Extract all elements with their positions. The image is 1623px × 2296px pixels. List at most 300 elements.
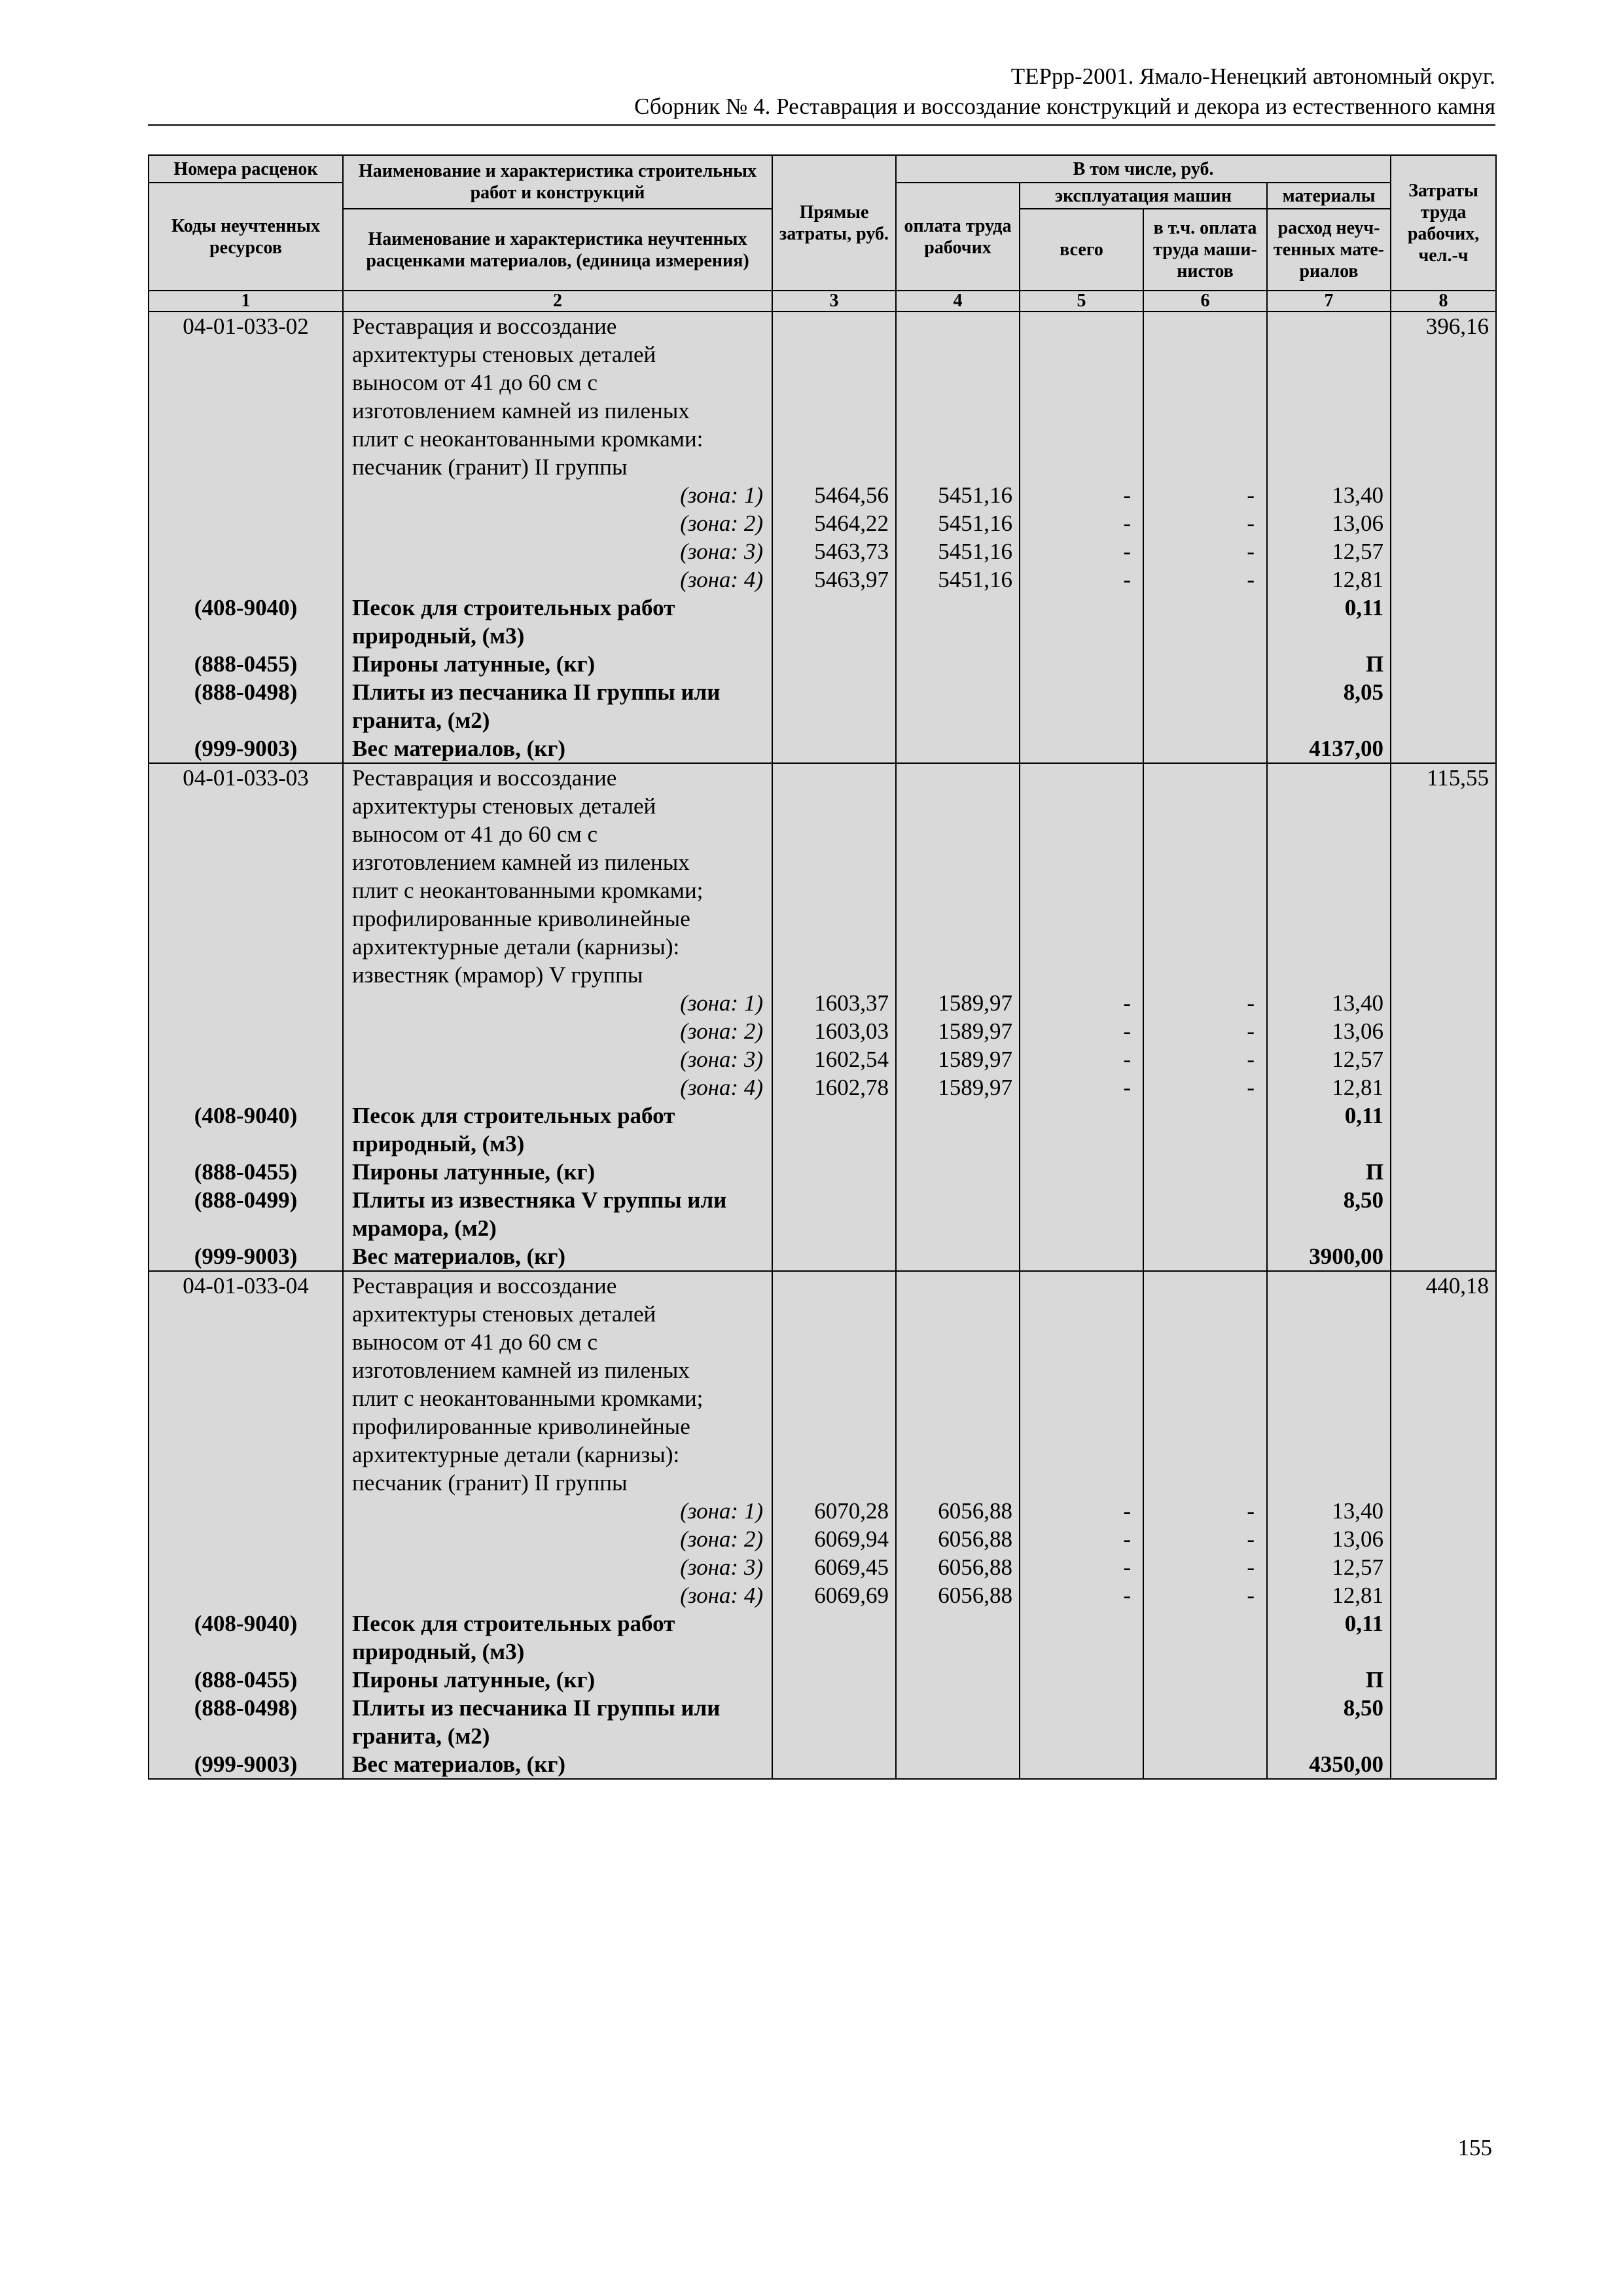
zone-machines-value: - (1123, 1018, 1131, 1044)
resource-code: (888-0455) (194, 1159, 298, 1185)
work-description-line: изготовлением камней из пиленых (352, 850, 690, 875)
blank-line (1020, 1242, 1143, 1270)
work-description-line: плит с неокантованными кромками: (352, 426, 704, 452)
blank-line (1391, 1609, 1495, 1638)
blank-line (1144, 368, 1266, 397)
blank-line (897, 1300, 1019, 1328)
blank-line (149, 792, 342, 820)
blank-line (1144, 312, 1266, 340)
column-number: 3 (772, 291, 896, 312)
blank-line (897, 622, 1019, 650)
work-description-line: архитектурные детали (карнизы): (352, 1442, 680, 1467)
blank-line (897, 1384, 1019, 1412)
work-description-line: выносом от 41 до 60 см с (352, 821, 598, 847)
blank-line (149, 1441, 342, 1469)
zone-materials-value: 13,06 (1332, 1526, 1384, 1552)
blank-line (1144, 1356, 1266, 1384)
description-cell (343, 1271, 772, 1779)
blank-line (1268, 312, 1390, 340)
work-description-line: известняк (мрамор) V группы (352, 962, 643, 988)
blank-line (1020, 876, 1143, 905)
rates-table (148, 154, 1497, 1780)
blank-line (897, 706, 1019, 734)
header-including: В том числе, руб. (896, 155, 1391, 183)
blank-line (1020, 678, 1143, 706)
blank-line (149, 876, 342, 905)
blank-line (1391, 1722, 1495, 1750)
blank-line (1268, 905, 1390, 933)
blank-line (1268, 764, 1390, 792)
blank-line (1391, 650, 1495, 678)
labor-cell (1391, 1271, 1496, 1779)
header-work-description: Наименование и характеристика строительных работ и конструкций (343, 155, 772, 209)
resource-value: 3900,00 (1309, 1244, 1384, 1269)
resource-value: 0,11 (1344, 595, 1384, 620)
blank-line (1020, 734, 1143, 762)
blank-line (1020, 1272, 1143, 1300)
work-description-line: песчаник (гранит) II группы (352, 454, 628, 480)
zone-label: (зона: 4) (680, 567, 763, 592)
blank-line (1020, 1441, 1143, 1469)
blank-line (1020, 1328, 1143, 1356)
work-description-line: Реставрация и воссоздание (352, 765, 617, 791)
blank-line (149, 848, 342, 876)
blank-line (1391, 1186, 1495, 1214)
blank-line (1268, 1469, 1390, 1497)
blank-line (1144, 340, 1266, 368)
column-number: 2 (343, 291, 772, 312)
resource-name-line: Плиты из песчаника II группы или (352, 679, 721, 705)
blank-line (1144, 905, 1266, 933)
blank-line (149, 397, 342, 425)
zone-direct-value: 1602,78 (814, 1075, 889, 1100)
blank-line (773, 1102, 895, 1130)
blank-line (1144, 1638, 1266, 1666)
column-number: 1 (149, 291, 343, 312)
resource-code: (408-9040) (194, 1611, 298, 1636)
zone-workers-value: 5451,16 (938, 482, 1012, 508)
resource-name-line: природный, (м3) (352, 623, 525, 649)
zone-workers-value: 1589,97 (938, 1018, 1012, 1044)
description-cell (343, 763, 772, 1271)
blank-line (1020, 848, 1143, 876)
document-title-line2: Сборник № 4. Реставрация и воссоздание конструкций и декора из естественного камня (634, 94, 1495, 119)
column-number: 5 (1020, 291, 1143, 312)
blank-line (149, 1300, 342, 1328)
zone-workers-value: 6056,88 (938, 1554, 1012, 1580)
blank-line (1020, 1158, 1143, 1186)
header-material-description: Наименование и характеристика неучтенных расценками материалов, (единица измерения) (343, 209, 772, 291)
blank-line (773, 425, 895, 453)
blank-line (1391, 792, 1495, 820)
resource-name-line: природный, (м3) (352, 1639, 525, 1664)
zone-operators-value: - (1247, 482, 1255, 508)
direct-cost-cell (772, 312, 896, 763)
blank-line (897, 1469, 1019, 1497)
blank-line (1020, 820, 1143, 848)
blank-line (1020, 1214, 1143, 1242)
zone-machines-value: - (1123, 567, 1131, 592)
direct-cost-cell (772, 1271, 896, 1779)
resource-value: 4350,00 (1309, 1751, 1384, 1777)
blank-line (1144, 622, 1266, 650)
work-description-line: профилированные криволинейные (352, 1414, 690, 1439)
blank-line (149, 1073, 342, 1102)
zone-machines-value: - (1123, 1047, 1131, 1072)
blank-line (1391, 961, 1495, 989)
blank-line (1144, 1441, 1266, 1469)
blank-line (149, 1469, 342, 1497)
blank-line (1144, 1186, 1266, 1214)
zone-machines-value: - (1123, 990, 1131, 1016)
page-number: 155 (1457, 2135, 1492, 2161)
document-title-line1: ТЕРрр-2001. Ямало-Ненецкий автономный округ. (1010, 63, 1495, 89)
zone-direct-value: 1602,54 (814, 1047, 889, 1072)
resource-name-line: Плиты из песчаника II группы или (352, 1695, 721, 1721)
blank-line (149, 905, 342, 933)
blank-line (149, 1356, 342, 1384)
blank-line (773, 312, 895, 340)
blank-line (897, 820, 1019, 848)
blank-line (773, 1384, 895, 1412)
blank-line (773, 1441, 895, 1469)
blank-line (1268, 876, 1390, 905)
materials-cell (1267, 312, 1391, 763)
blank-line (149, 1638, 342, 1666)
blank-line (149, 1412, 342, 1441)
zone-direct-value: 6070,28 (814, 1498, 889, 1524)
blank-line (149, 565, 342, 594)
work-description-line: архитектуры стеновых деталей (352, 342, 656, 367)
zone-materials-value: 12,57 (1332, 539, 1384, 564)
blank-line (1144, 933, 1266, 961)
resource-name-line: Вес материалов, (кг) (352, 1244, 565, 1269)
blank-line (1144, 876, 1266, 905)
column-number-row (149, 291, 1496, 312)
zone-workers-value: 1589,97 (938, 1047, 1012, 1072)
blank-line (773, 1694, 895, 1722)
blank-line (897, 1666, 1019, 1694)
blank-line (1020, 1638, 1143, 1666)
zone-machines-value: - (1123, 1498, 1131, 1524)
blank-line (1391, 905, 1495, 933)
work-description-line: плит с неокантованными кромками; (352, 878, 704, 903)
zone-label: (зона: 3) (680, 539, 763, 564)
work-description-line: плит с неокантованными кромками; (352, 1386, 704, 1411)
blank-line (773, 1638, 895, 1666)
blank-line (1020, 961, 1143, 989)
resource-code: (408-9040) (194, 595, 298, 620)
blank-line (897, 340, 1019, 368)
zone-label: (зона: 3) (680, 1047, 763, 1072)
operators-cell (1143, 1271, 1267, 1779)
blank-line (1391, 1412, 1495, 1441)
zone-operators-value: - (1247, 511, 1255, 536)
blank-line (773, 678, 895, 706)
blank-line (1020, 1722, 1143, 1750)
blank-line (897, 1102, 1019, 1130)
blank-line (773, 1722, 895, 1750)
blank-line (1144, 594, 1266, 622)
zone-machines-value: - (1123, 1554, 1131, 1580)
blank-line (773, 650, 895, 678)
blank-line (149, 1214, 342, 1242)
blank-line (1020, 1356, 1143, 1384)
zone-materials-value: 13,40 (1332, 1498, 1384, 1524)
blank-line (897, 453, 1019, 481)
blank-line (897, 1412, 1019, 1441)
zone-operators-value: - (1247, 539, 1255, 564)
blank-line (1268, 1412, 1390, 1441)
column-number: 8 (1391, 291, 1496, 312)
header-divider (148, 124, 1495, 126)
header-direct-costs: Прямые затраты, руб. (772, 155, 896, 291)
blank-line (1391, 340, 1495, 368)
blank-line (897, 734, 1019, 762)
header-workers-pay: оплата труда рабочих (896, 183, 1020, 291)
blank-line (773, 368, 895, 397)
blank-line (773, 734, 895, 762)
blank-line (149, 961, 342, 989)
blank-line (149, 933, 342, 961)
header-materials: материалы (1267, 183, 1391, 209)
blank-line (1391, 1638, 1495, 1666)
blank-line (897, 1242, 1019, 1270)
blank-line (1020, 312, 1143, 340)
blank-line (773, 1300, 895, 1328)
blank-line (1020, 650, 1143, 678)
resource-value: П (1365, 1159, 1384, 1185)
blank-line (897, 961, 1019, 989)
header-machines-total: всего (1020, 209, 1143, 291)
blank-line (1144, 453, 1266, 481)
rate-code-cell (149, 1271, 343, 1779)
blank-line (1268, 453, 1390, 481)
header-resource-codes: Коды неучтенных ресурсов (149, 183, 343, 291)
blank-line (1391, 678, 1495, 706)
blank-line (149, 1497, 342, 1525)
blank-line (1391, 1158, 1495, 1186)
zone-operators-value: - (1247, 1583, 1255, 1608)
blank-line (149, 481, 342, 509)
blank-line (897, 1441, 1019, 1469)
blank-line (773, 1328, 895, 1356)
blank-line (1391, 1469, 1495, 1497)
zone-label: (зона: 1) (680, 990, 763, 1016)
blank-line (1144, 1412, 1266, 1441)
blank-line (149, 1328, 342, 1356)
blank-line (1391, 933, 1495, 961)
blank-line (1391, 1497, 1495, 1525)
rate-code: 04-01-033-04 (183, 1273, 309, 1299)
blank-line (773, 453, 895, 481)
work-description-line: архитектуры стеновых деталей (352, 1301, 656, 1327)
blank-line (773, 706, 895, 734)
blank-line (1391, 1242, 1495, 1270)
blank-line (897, 397, 1019, 425)
zone-workers-value: 5451,16 (938, 567, 1012, 592)
blank-line (1144, 1328, 1266, 1356)
blank-line (897, 1694, 1019, 1722)
blank-line (897, 1186, 1019, 1214)
zone-direct-value: 5463,97 (814, 567, 889, 592)
work-description-line: песчаник (гранит) II группы (352, 1470, 628, 1496)
header-operators-pay: в т.ч. оплата труда маши-нистов (1143, 209, 1267, 291)
blank-line (1144, 1214, 1266, 1242)
header-material-consumption: расход неуч-тенных мате-риалов (1267, 209, 1391, 291)
zone-machines-value: - (1123, 1075, 1131, 1100)
blank-line (1020, 425, 1143, 453)
blank-line (773, 594, 895, 622)
work-description-line: архитектуры стеновых деталей (352, 793, 656, 819)
zone-materials-value: 12,81 (1332, 1075, 1384, 1100)
blank-line (1268, 1328, 1390, 1356)
zone-machines-value: - (1123, 482, 1131, 508)
resource-name-line: Вес материалов, (кг) (352, 736, 565, 761)
blank-line (1268, 1441, 1390, 1469)
blank-line (773, 905, 895, 933)
blank-line (1020, 1384, 1143, 1412)
resource-code: (999-9003) (194, 736, 298, 761)
blank-line (1020, 1412, 1143, 1441)
zone-direct-value: 6069,94 (814, 1526, 889, 1552)
blank-line (773, 397, 895, 425)
zone-machines-value: - (1123, 539, 1131, 564)
header-labor-costs: Затраты труда рабочих, чел.-ч (1391, 155, 1496, 291)
zone-direct-value: 5464,56 (814, 482, 889, 508)
blank-line (773, 848, 895, 876)
blank-line (773, 1130, 895, 1158)
work-description-line: выносом от 41 до 60 см с (352, 370, 598, 395)
blank-line (1391, 594, 1495, 622)
blank-line (1020, 1102, 1143, 1130)
zone-label: (зона: 2) (680, 1018, 763, 1044)
resource-name-line: гранита, (м2) (352, 708, 490, 733)
resource-value: П (1365, 1667, 1384, 1693)
blank-line (1144, 1750, 1266, 1778)
zone-workers-value: 1589,97 (938, 990, 1012, 1016)
resource-value: 8,50 (1343, 1187, 1384, 1213)
blank-line (1391, 820, 1495, 848)
blank-line (1391, 425, 1495, 453)
blank-line (773, 792, 895, 820)
description-cell (343, 312, 772, 763)
blank-line (1020, 340, 1143, 368)
blank-line (1391, 1441, 1495, 1469)
zone-label: (зона: 3) (680, 1554, 763, 1580)
blank-line (1391, 565, 1495, 594)
zone-machines-value: - (1123, 511, 1131, 536)
blank-line (1391, 1017, 1495, 1045)
workers-pay-cell (896, 1271, 1020, 1779)
blank-line (149, 1384, 342, 1412)
blank-line (1144, 1102, 1266, 1130)
machines-cell (1020, 763, 1143, 1271)
zone-operators-value: - (1247, 1554, 1255, 1580)
blank-line (1144, 1272, 1266, 1300)
blank-line (1144, 1694, 1266, 1722)
blank-line (1144, 706, 1266, 734)
blank-line (897, 1750, 1019, 1778)
zone-operators-value: - (1247, 1498, 1255, 1524)
column-number: 7 (1267, 291, 1391, 312)
zone-workers-value: 6056,88 (938, 1583, 1012, 1608)
resource-name-line: гранита, (м2) (352, 1723, 490, 1749)
blank-line (1020, 905, 1143, 933)
blank-line (1391, 1102, 1495, 1130)
blank-line (773, 1158, 895, 1186)
blank-line (149, 509, 342, 537)
blank-line (1020, 1186, 1143, 1214)
blank-line (1144, 1384, 1266, 1412)
blank-line (1268, 1300, 1390, 1328)
blank-line (1268, 1272, 1390, 1300)
resource-name-line: мрамора, (м2) (352, 1215, 497, 1241)
blank-line (1268, 792, 1390, 820)
direct-cost-cell (772, 763, 896, 1271)
blank-line (1020, 1469, 1143, 1497)
blank-line (1268, 1356, 1390, 1384)
blank-line (1391, 368, 1495, 397)
resource-value: 0,11 (1344, 1611, 1384, 1636)
blank-line (1020, 368, 1143, 397)
blank-line (1391, 1581, 1495, 1609)
blank-line (773, 1750, 895, 1778)
blank-line (1268, 368, 1390, 397)
zone-direct-value: 5463,73 (814, 539, 889, 564)
blank-line (149, 1130, 342, 1158)
blank-line (1391, 1525, 1495, 1553)
blank-line (1144, 848, 1266, 876)
blank-line (897, 1356, 1019, 1384)
resource-name-line: Пироны латунные, (кг) (352, 1159, 596, 1185)
blank-line (1268, 397, 1390, 425)
blank-line (1268, 1384, 1390, 1412)
labor-value: 396,16 (1425, 314, 1489, 339)
blank-line (1391, 537, 1495, 565)
zone-direct-value: 1603,03 (814, 1018, 889, 1044)
blank-line (1268, 425, 1390, 453)
blank-line (773, 1186, 895, 1214)
blank-line (897, 848, 1019, 876)
blank-line (149, 706, 342, 734)
zone-machines-value: - (1123, 1583, 1131, 1608)
rate-row (149, 1271, 1496, 1779)
work-description-line: Реставрация и воссоздание (352, 1273, 617, 1299)
blank-line (1020, 792, 1143, 820)
blank-line (149, 1017, 342, 1045)
blank-line (1268, 933, 1390, 961)
rate-code-cell (149, 763, 343, 1271)
zone-operators-value: - (1247, 1018, 1255, 1044)
zone-workers-value: 5451,16 (938, 539, 1012, 564)
blank-line (1144, 734, 1266, 762)
blank-line (1391, 1045, 1495, 1073)
zone-materials-value: 13,06 (1332, 1018, 1384, 1044)
blank-line (149, 453, 342, 481)
blank-line (897, 1328, 1019, 1356)
zone-operators-value: - (1247, 990, 1255, 1016)
blank-line (1020, 594, 1143, 622)
blank-line (1391, 622, 1495, 650)
blank-line (149, 1581, 342, 1609)
blank-line (149, 1045, 342, 1073)
blank-line (1391, 453, 1495, 481)
blank-line (1020, 1666, 1143, 1694)
blank-line (1144, 1300, 1266, 1328)
work-description-line: изготовлением камней из пиленых (352, 398, 690, 423)
zone-operators-value: - (1247, 1047, 1255, 1072)
